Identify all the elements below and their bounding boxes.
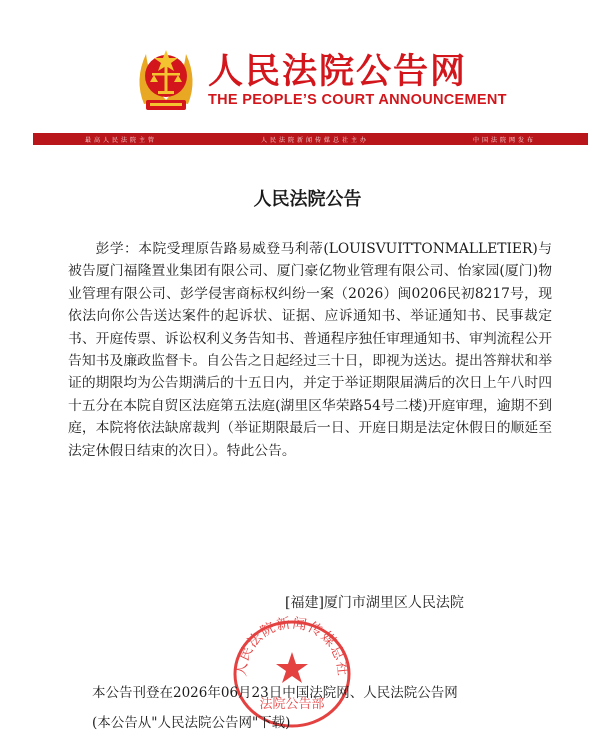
notice-body-text: 彭学：本院受理原告路易威登马利蒂(LOUISVUITTONMALLETIER)与被告厦门福隆置业集团有限公司、厦门豪亿物业管理有限公司、怡家园(厦门)物业管理有限公司、彭学侵害商标权纠纷一案（2026）闽0206民初8217号，现依法向你公告送达案件的起诉状、证据、应诉通知书、举证通知书、民事裁定书、开庭传票、诉讼权利义务告知书、普通程序独任审理通知书、审判流程公开告知书及廉政监督卡。自公告之日起经过三十日，即视为送达。提出答辩状和举证的期限均为公告期满后的十五日内，并定于举证期限届满后的次日上午八时四十五分在本院自贸区法庭第五法庭(湖里区华荣路54号二楼)开庭审理，逾期不到庭，本院将依法缺席裁判（举证期限最后一日、开庭日期是法定休假日的顺延至法定休假日结束的次日）。特此公告。 — [68, 241, 552, 459]
seal-subtext: 法院公告部 — [259, 697, 325, 712]
seal-text: 人民法院新闻传媒总社 — [233, 615, 351, 678]
header-bar — [33, 133, 588, 145]
court-emblem-icon — [132, 40, 200, 114]
seal-star-icon — [276, 652, 308, 683]
notice-body — [68, 238, 552, 462]
publication-note: 本公告刊登在2026年06月23日中国法院网、人民法院公告网 — [92, 685, 458, 701]
notice-title: 人民法院公告 — [253, 189, 362, 210]
brand-subtitle: THE PEOPLE’S COURT ANNOUNCEMENT — [208, 92, 507, 108]
bar-item: 中国法院网发布 — [472, 136, 536, 144]
court-name: [福建]厦门市湖里区人民法院 — [285, 595, 464, 611]
brand-title: 人民法院公告网 — [208, 52, 468, 92]
download-note: (本公告从"人民法院公告网"下载) — [92, 715, 291, 731]
bar-item: 最高人民法院主管 — [84, 136, 157, 144]
bar-item: 人民法院新闻传媒总社主办 — [260, 136, 369, 144]
